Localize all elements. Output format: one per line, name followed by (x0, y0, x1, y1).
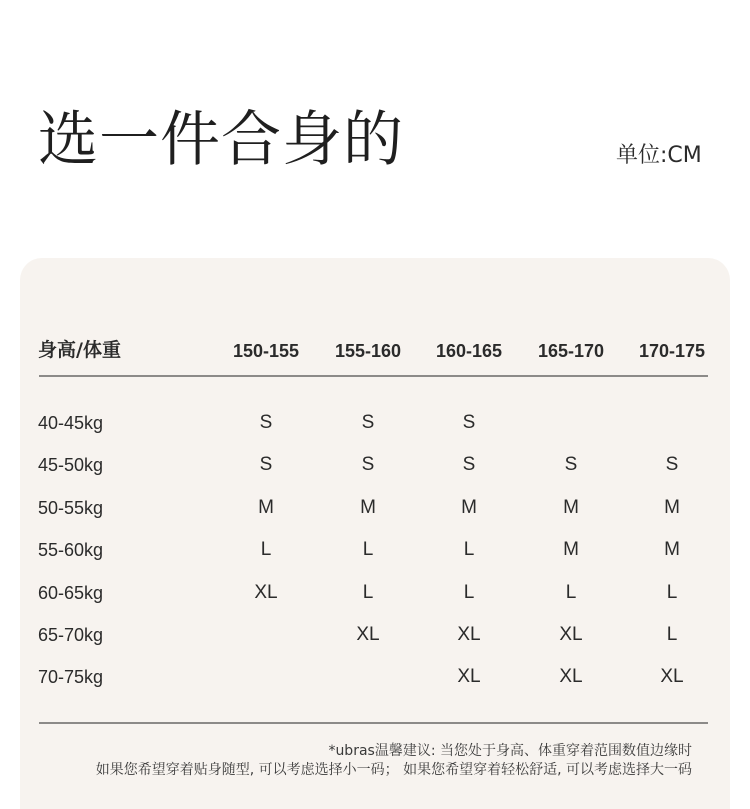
table-cell: S (462, 412, 476, 433)
table-cell: M (563, 497, 579, 518)
table-cell: L (666, 582, 678, 603)
table-cell: M (360, 497, 376, 518)
size-tip-line-2: 如果您希望穿着贴身随型, 可以考虑选择小一码； 如果您希望穿着轻松舒适, 可以考虑选择大一码 (95, 762, 692, 778)
table-row (0, 538, 750, 562)
table-cell: L (463, 582, 475, 603)
table-row (0, 581, 750, 605)
table-cell: XL (457, 666, 481, 687)
table-cell: S (259, 412, 273, 433)
table-row (0, 496, 750, 520)
row-label: 40-45kg (38, 413, 104, 433)
table-cell: XL (457, 624, 481, 645)
table-cell: L (463, 539, 475, 560)
table-cell: S (259, 454, 273, 475)
table-cell: XL (356, 624, 380, 645)
table-cell: L (362, 539, 374, 560)
column-header-160-165: 160-165 (435, 341, 503, 361)
table-row (0, 623, 750, 647)
table-cell: M (664, 497, 680, 518)
table-row (0, 665, 750, 689)
table-row (0, 453, 750, 477)
page-title: 选一件合身的 (38, 105, 404, 175)
table-cell: XL (254, 582, 278, 603)
table-cell: M (258, 497, 274, 518)
table-cell: S (462, 454, 476, 475)
column-header-150-155: 150-155 (232, 341, 300, 361)
table-cell: L (565, 582, 577, 603)
table-cell: XL (559, 666, 583, 687)
size-tip-line-1: *ubras温馨建议: 当您处于身高、体重穿着范围数值边缘时 (328, 743, 692, 759)
column-header-170-175: 170-175 (638, 341, 706, 361)
row-label: 65-70kg (38, 625, 104, 645)
table-cell: S (361, 412, 375, 433)
table-corner-label: 身高/体重 (38, 339, 121, 361)
table-cell: S (361, 454, 375, 475)
table-cell: L (260, 539, 272, 560)
table-divider-bottom (39, 722, 708, 724)
table-cell: L (666, 624, 678, 645)
table-cell: XL (559, 624, 583, 645)
row-label: 70-75kg (38, 667, 104, 687)
table-cell: XL (660, 666, 684, 687)
table-row (0, 411, 750, 435)
table-cell: S (665, 454, 679, 475)
table-cell: L (362, 582, 374, 603)
table-cell: S (564, 454, 578, 475)
table-cell: M (664, 539, 680, 560)
column-header-165-170: 165-170 (537, 341, 605, 361)
row-label: 55-60kg (38, 540, 104, 560)
table-cell: M (563, 539, 579, 560)
column-header-155-160: 155-160 (334, 341, 402, 361)
row-label: 60-65kg (38, 583, 104, 603)
row-label: 45-50kg (38, 455, 104, 475)
table-divider-top (39, 375, 708, 377)
unit-label: 单位:CM (616, 143, 702, 168)
table-cell: M (461, 497, 477, 518)
row-label: 50-55kg (38, 498, 104, 518)
